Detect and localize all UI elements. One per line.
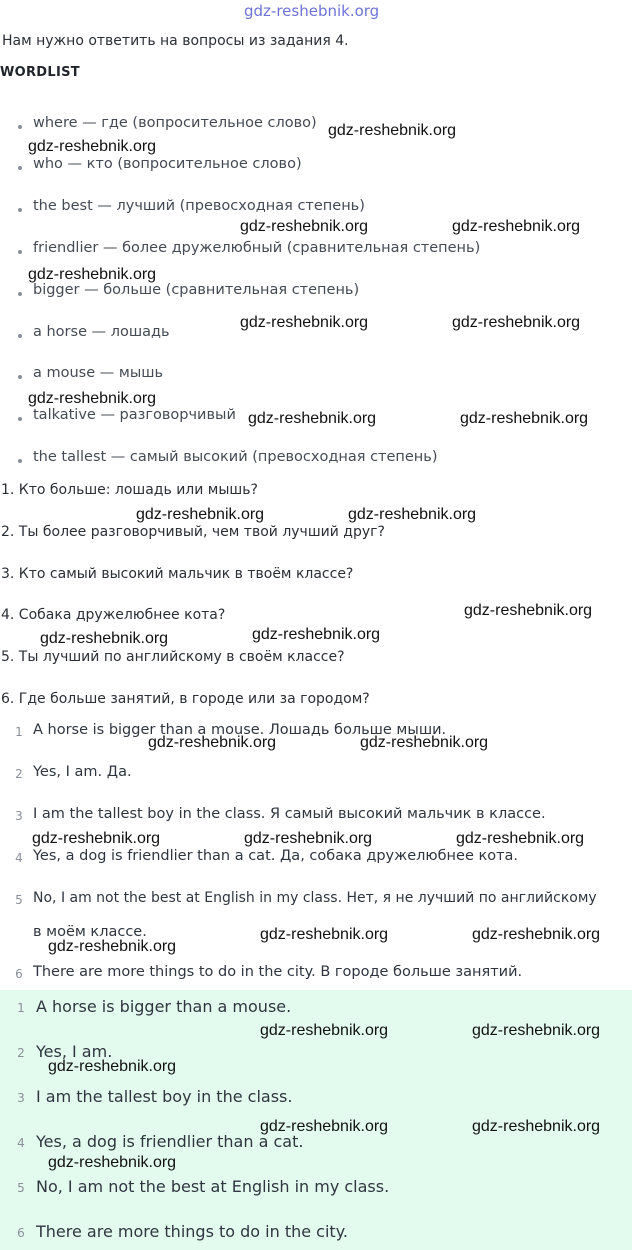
final-answer-item: No, I am not the best at English in my class. [36, 1177, 390, 1196]
bullet-icon [18, 166, 22, 170]
watermark: gdz-reshebnik.org [48, 938, 177, 955]
answer-number: 1 [15, 725, 23, 739]
final-answer-item: Yes, I am. [36, 1042, 113, 1061]
watermark: gdz-reshebnik.org [452, 314, 581, 331]
watermark: gdz-reshebnik.org [248, 410, 377, 427]
bullet-icon [18, 417, 22, 421]
answer-number: 3 [15, 809, 23, 823]
watermark: gdz-reshebnik.org [252, 626, 381, 643]
watermark: gdz-reshebnik.org [360, 734, 489, 751]
watermark: gdz-reshebnik.org [148, 734, 277, 751]
answer-number: 4 [17, 1136, 25, 1150]
watermark: gdz-reshebnik.org [260, 926, 389, 943]
answer-item: I am the tallest boy in the class. Я самый высокий мальчик в классе. [33, 806, 546, 822]
watermark: gdz-reshebnik.org [328, 122, 457, 139]
bullet-icon [18, 292, 22, 296]
final-answer-item: A horse is bigger than a mouse. [36, 997, 292, 1016]
question-item: 6. Где больше занятий, в городе или за городом? [1, 691, 370, 707]
watermark: gdz-reshebnik.org [48, 1058, 177, 1075]
watermark: gdz-reshebnik.org [40, 630, 169, 647]
wordlist-item: talkative — разговорчивый [33, 407, 236, 423]
answer-item: Yes, a dog is friendlier than a cat. Да, собака дружелюбнее кота. [33, 848, 519, 864]
watermark: gdz-reshebnik.org [464, 602, 593, 619]
watermark: gdz-reshebnik.org [136, 506, 265, 523]
watermark: gdz-reshebnik.org [240, 314, 369, 331]
bullet-icon [18, 250, 22, 254]
answer-number: 2 [15, 767, 23, 781]
wordlist-item: where — где (вопросительное слово) [33, 115, 317, 131]
answer-number: 1 [17, 1001, 25, 1015]
watermark: gdz-reshebnik.org [244, 830, 373, 847]
watermark: gdz-reshebnik.org [472, 1022, 601, 1039]
watermark: gdz-reshebnik.org [456, 830, 585, 847]
wordlist-item: a mouse — мышь [33, 365, 164, 381]
bullet-icon [18, 208, 22, 212]
bullet-icon [18, 459, 22, 463]
answer-item: No, I am not the best at English in my class. Нет, я не лучший по английскому [33, 890, 597, 906]
watermark: gdz-reshebnik.org [260, 1118, 389, 1135]
final-answer-item: Yes, a dog is friendlier than a cat. [36, 1132, 304, 1151]
watermark: gdz-reshebnik.org [240, 218, 369, 235]
intro-text: Нам нужно ответить на вопросы из задания 4. [2, 33, 349, 49]
answer-number: 3 [17, 1091, 25, 1105]
question-item: 3. Кто самый высокий мальчик в твоём классе? [1, 566, 354, 582]
wordlist-item: bigger — больше (сравнительная степень) [33, 282, 360, 298]
watermark: gdz-reshebnik.org [32, 830, 161, 847]
watermark: gdz-reshebnik.org [472, 1118, 601, 1135]
watermark: gdz-reshebnik.org [28, 138, 157, 155]
question-item: 5. Ты лучший по английскому в своём классе? [1, 649, 345, 665]
watermark: gdz-reshebnik.org [48, 1154, 177, 1171]
final-answer-item: There are more things to do in the city. [36, 1222, 348, 1241]
watermark: gdz-reshebnik.org [348, 506, 477, 523]
wordlist-item: a horse — лошадь [33, 324, 170, 340]
watermark: gdz-reshebnik.org [460, 410, 589, 427]
watermark: gdz-reshebnik.org [472, 926, 601, 943]
answer-item: A horse is bigger than a mouse. Лошадь больше мыши. [33, 722, 447, 738]
watermark: gdz-reshebnik.org [260, 1022, 389, 1039]
wordlist-item: who — кто (вопросительное слово) [33, 156, 302, 172]
watermark: gdz-reshebnik.org [28, 266, 157, 283]
answer-number: 6 [15, 967, 23, 981]
wordlist-heading: WORDLIST [0, 65, 80, 80]
bullet-icon [18, 125, 22, 129]
question-item: 1. Кто больше: лошадь или мышь? [1, 482, 258, 498]
bullet-icon [18, 375, 22, 379]
wordlist-item: the tallest — самый высокий (превосходная степень) [33, 449, 438, 465]
wordlist-item: friendlier — более дружелюбный (сравнительная степень) [33, 240, 481, 256]
answer-item: There are more things to do in the city. В городе больше занятий. [33, 964, 523, 980]
answer-number: 5 [15, 893, 23, 907]
site-link[interactable]: gdz-reshebnik.org [244, 2, 380, 20]
question-item: 4. Собака дружелюбнее кота? [1, 607, 226, 623]
question-item: 2. Ты более разговорчивый, чем твой лучший друг? [1, 524, 385, 540]
answer-item: Yes, I am. Да. [33, 764, 132, 780]
bullet-icon [18, 334, 22, 338]
wordlist-item: the best — лучший (превосходная степень) [33, 198, 365, 214]
watermark: gdz-reshebnik.org [452, 218, 581, 235]
final-answer-item: I am the tallest boy in the class. [36, 1087, 293, 1106]
watermark: gdz-reshebnik.org [28, 390, 157, 407]
answer-item-continued: в моём классе. [33, 924, 147, 940]
answer-number: 2 [17, 1046, 25, 1060]
answer-number: 4 [15, 851, 23, 865]
answer-number: 5 [17, 1181, 25, 1195]
answer-number: 6 [17, 1226, 25, 1240]
